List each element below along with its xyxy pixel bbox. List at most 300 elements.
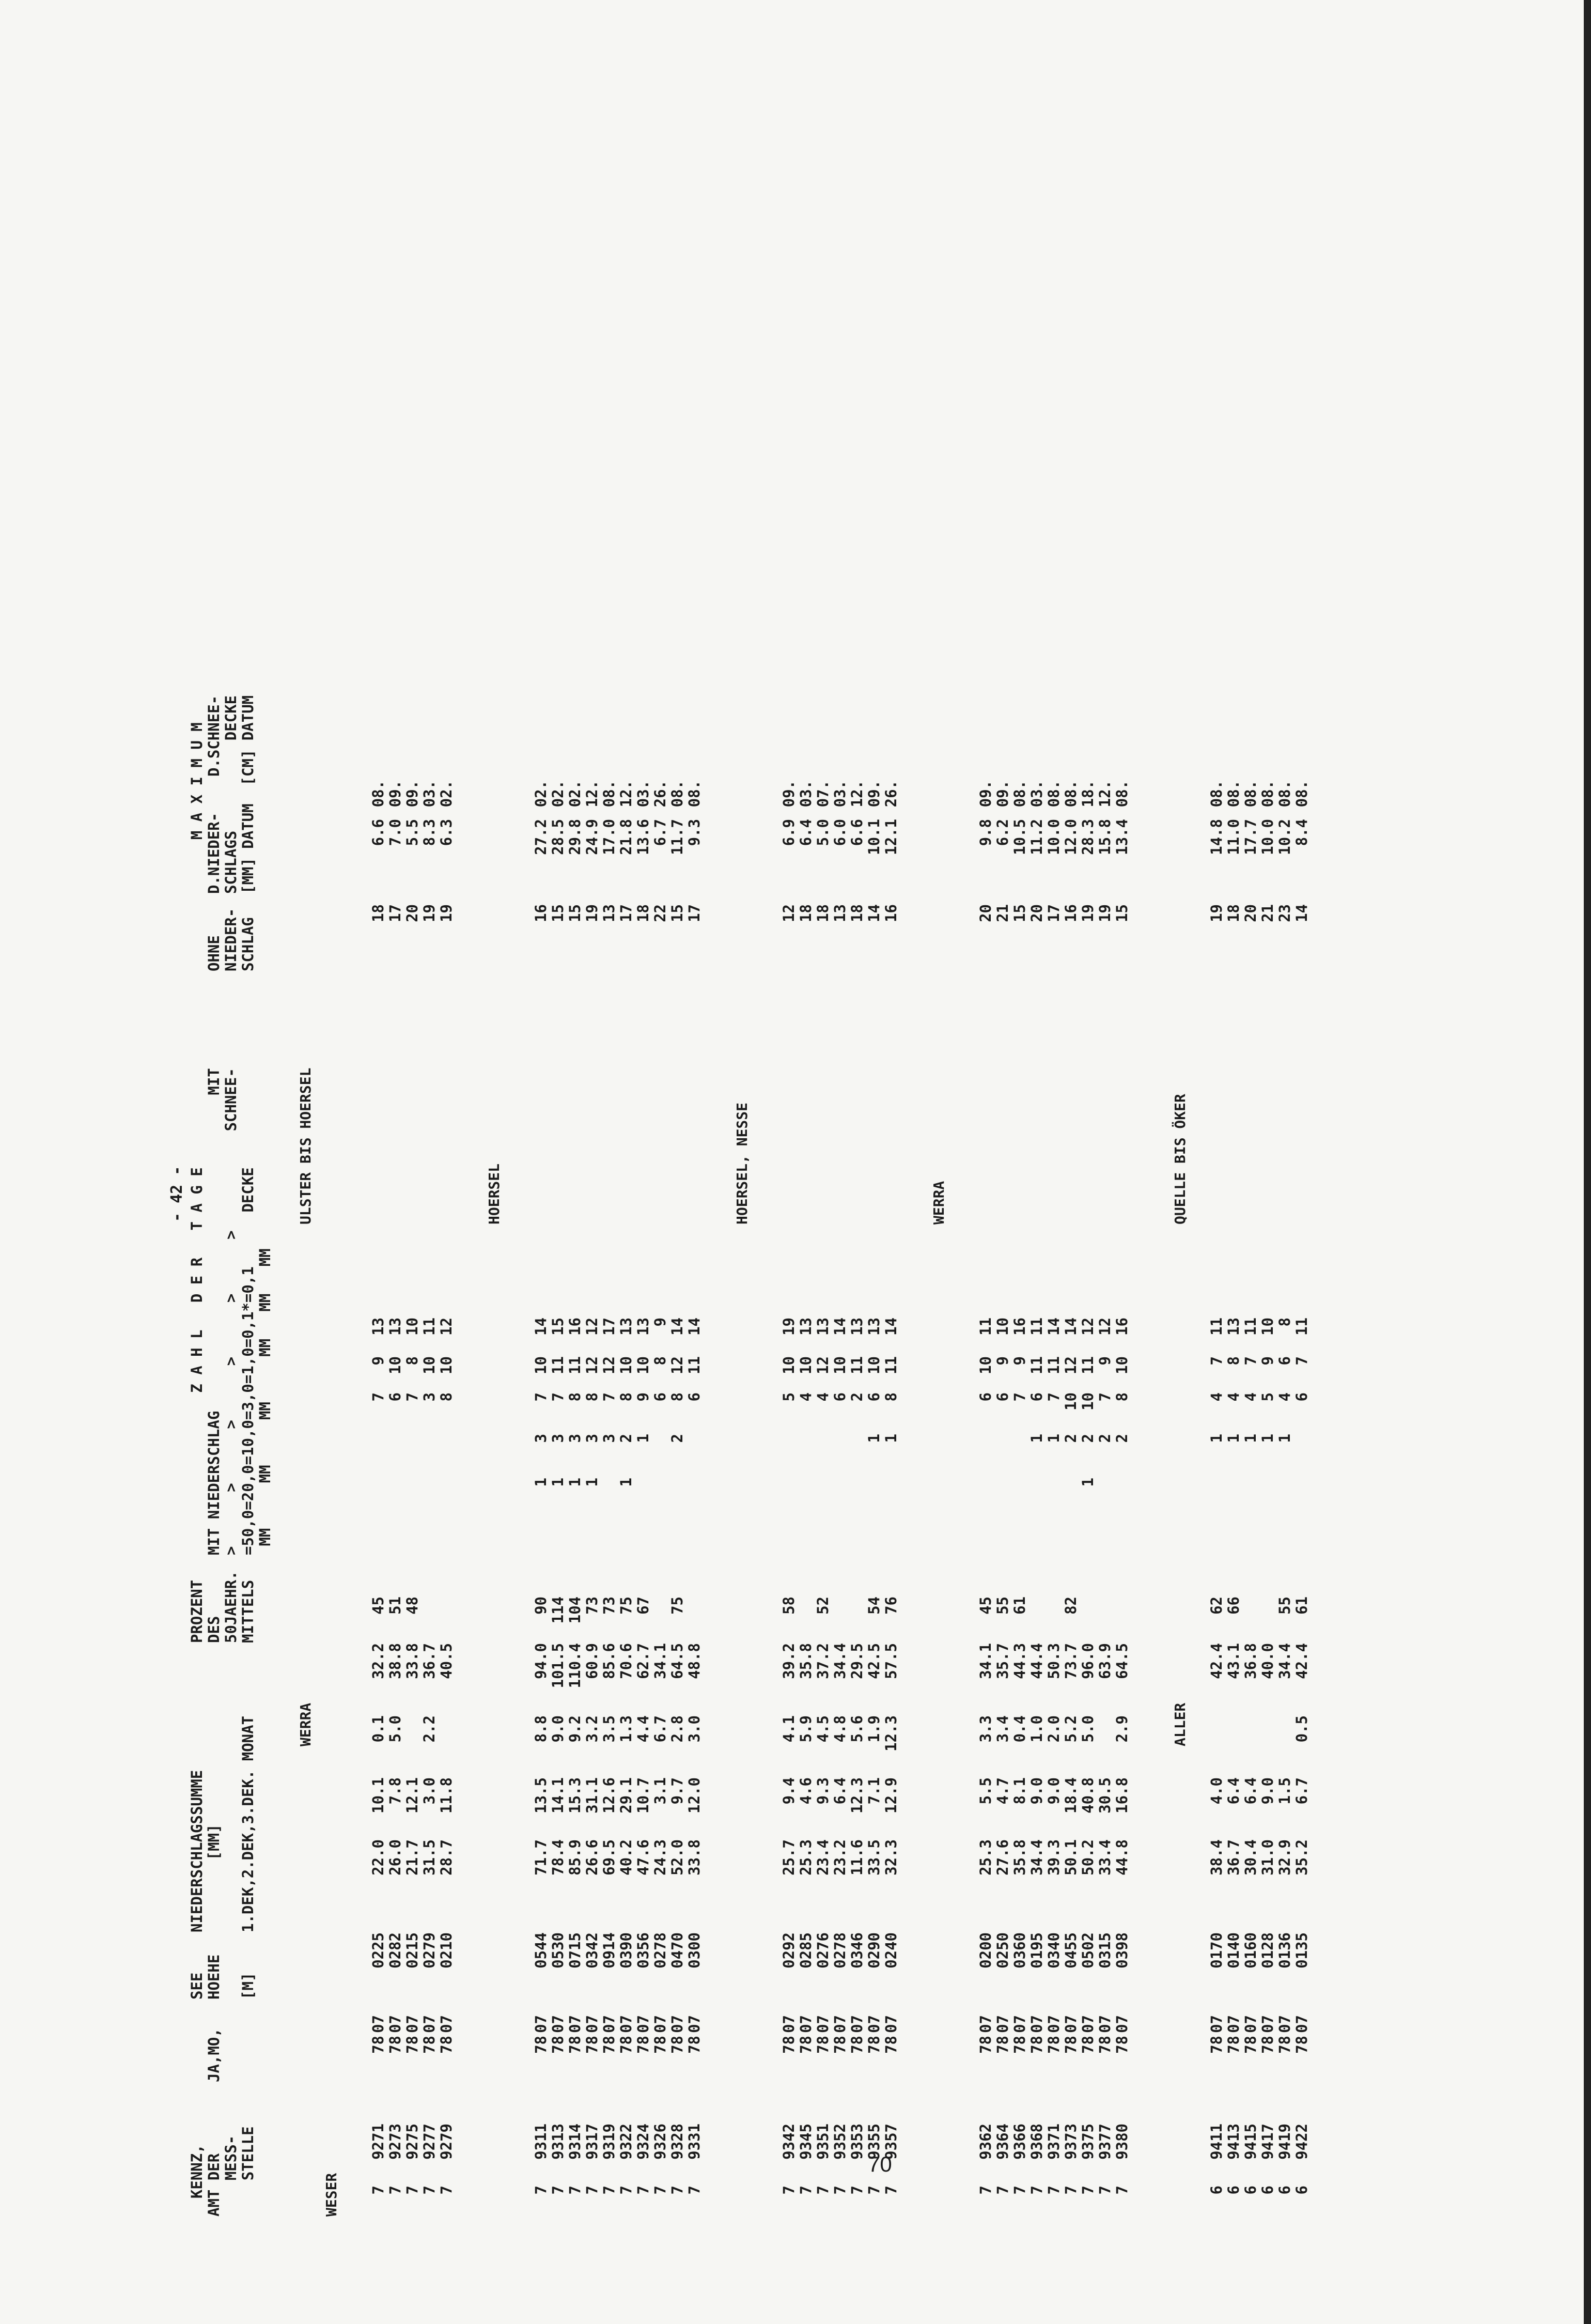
- cell-id: 9355: [865, 2124, 883, 2160]
- cell-mon: 62.7: [634, 1643, 652, 1679]
- cell-d2: 9.3: [814, 1777, 832, 1805]
- cell-mon: 73.7: [1062, 1643, 1080, 1679]
- cell-mo: 07: [566, 2015, 584, 2033]
- section-label: ULSTER BIS HOERSEL: [297, 1067, 314, 1225]
- cell-a: 7: [532, 2186, 550, 2195]
- cell-d3: 9.0: [549, 1715, 567, 1743]
- cell-t3: 7: [403, 1392, 421, 1402]
- cell-d3: 4.4: [634, 1715, 652, 1743]
- cell-t10: 2: [1062, 1434, 1080, 1443]
- cell-d3: 8.8: [532, 1715, 550, 1743]
- cell-d3: 3.5: [600, 1715, 618, 1743]
- cell-id: 9353: [848, 2124, 866, 2160]
- cell-t3: 6: [651, 1392, 669, 1402]
- cell-d2: 11.8: [438, 1777, 455, 1814]
- cell-t20: 1: [583, 1478, 601, 1487]
- cell-ndat: 08.: [1293, 780, 1311, 808]
- cell-d2: 40.8: [1079, 1777, 1097, 1814]
- cell-t3: 7: [1045, 1392, 1063, 1402]
- table-row: [403, 672, 420, 2222]
- cell-t1: 8: [651, 1356, 669, 1366]
- cell-id: 9422: [1293, 2124, 1311, 2160]
- cell-a: 7: [848, 2186, 866, 2195]
- basin-label: ALLER: [1172, 1702, 1189, 1746]
- cell-ohne: 18: [814, 904, 832, 922]
- cell-d3: 2.8: [668, 1715, 686, 1743]
- cell-t01: 17: [600, 1318, 618, 1336]
- cell-id: 9275: [403, 2124, 421, 2160]
- table-row: [977, 672, 993, 2222]
- cell-d1: 27.6: [994, 1839, 1011, 1876]
- section-label: HOERSEL: [486, 1163, 503, 1225]
- cell-ndat: 26.: [882, 780, 900, 808]
- cell-t1: 11: [685, 1356, 703, 1374]
- cell-ndat: 08.: [1225, 780, 1242, 808]
- cell-mo: 07: [780, 2015, 798, 2033]
- cell-mo: 07: [831, 2015, 849, 2033]
- table-row: [532, 672, 549, 2222]
- cell-id: 9368: [1028, 2124, 1046, 2160]
- cell-ohne: 20: [1028, 904, 1046, 922]
- cell-ohne: 18: [797, 904, 815, 922]
- cell-ohne: 17: [1045, 904, 1063, 922]
- cell-t1: 10: [831, 1356, 849, 1374]
- cell-d2: 12.1: [403, 1777, 421, 1814]
- cell-t10: 1: [1225, 1434, 1242, 1443]
- cell-mo: 07: [977, 2015, 994, 2033]
- cell-d3: 4.1: [780, 1715, 798, 1743]
- cell-id: 9326: [651, 2124, 669, 2160]
- cell-t01: 13: [617, 1318, 635, 1336]
- cell-d1: 40.2: [617, 1839, 635, 1876]
- cell-pz: 61: [1011, 1597, 1028, 1615]
- cell-id: 9415: [1242, 2124, 1259, 2160]
- cell-id: 9411: [1208, 2124, 1225, 2160]
- cell-see: 0240: [882, 1932, 900, 1969]
- cell-ja: 78: [532, 2036, 550, 2054]
- cell-mon: 63.9: [1096, 1643, 1114, 1679]
- cell-ohne: 18: [369, 904, 387, 922]
- cell-t10: 1: [1028, 1434, 1046, 1443]
- cell-see: 0340: [1045, 1932, 1063, 1969]
- table-row: [583, 672, 600, 2222]
- cell-mo: 07: [797, 2015, 815, 2033]
- cell-ohne: 15: [566, 904, 584, 922]
- cell-pz: 52: [814, 1597, 832, 1615]
- cell-pz: 66: [1225, 1597, 1242, 1615]
- cell-ohne: 18: [634, 904, 652, 922]
- cell-t3: 7: [1011, 1392, 1028, 1402]
- table-row: [369, 672, 386, 2222]
- cell-ja: 78: [549, 2036, 567, 2054]
- cell-a: 6: [1242, 2186, 1259, 2195]
- cell-id: 9331: [685, 2124, 703, 2160]
- cell-t01: 14: [532, 1318, 550, 1336]
- cell-t3: 4: [1276, 1392, 1293, 1402]
- cell-nmax: 6.9: [780, 819, 798, 846]
- cell-mo: 07: [369, 2015, 387, 2033]
- cell-id: 9324: [634, 2124, 652, 2160]
- cell-d3: 0.5: [1293, 1715, 1311, 1743]
- table-row: [1208, 672, 1224, 2222]
- cell-d3: 2.9: [1113, 1715, 1131, 1743]
- cell-ohne: 15: [549, 904, 567, 922]
- cell-nmax: 10.5: [1011, 819, 1028, 855]
- cell-see: 0250: [994, 1932, 1011, 1969]
- cell-d2: 9.7: [668, 1777, 686, 1805]
- cell-ja: 78: [617, 2036, 635, 2054]
- cell-t3: 7: [600, 1392, 618, 1402]
- cell-see: 0282: [386, 1932, 404, 1969]
- cell-d2: 16.8: [1113, 1777, 1131, 1814]
- cell-ndat: 09.: [994, 780, 1011, 808]
- cell-ndat: 03.: [420, 780, 438, 808]
- cell-d2: 4.0: [1208, 1777, 1225, 1805]
- cell-ohne: 20: [1242, 904, 1259, 922]
- section-label: QUELLE BIS ÖKER: [1172, 1094, 1189, 1225]
- cell-t01: 13: [369, 1318, 387, 1336]
- cell-d3: 2.0: [1045, 1715, 1063, 1743]
- cell-see: 0455: [1062, 1932, 1080, 1969]
- cell-t1: 12: [668, 1356, 686, 1374]
- cell-a: 7: [617, 2186, 635, 2195]
- cell-a: 7: [600, 2186, 618, 2195]
- cell-t1: 8: [403, 1356, 421, 1366]
- cell-d1: 35.8: [1011, 1839, 1028, 1876]
- cell-mo: 07: [420, 2015, 438, 2033]
- cell-id: 9277: [420, 2124, 438, 2160]
- cell-t01: 12: [1096, 1318, 1114, 1336]
- cell-t3: 7: [549, 1392, 567, 1402]
- basin-label: WERRA: [297, 1702, 314, 1746]
- cell-see: 0530: [549, 1932, 567, 1969]
- cell-mo: 07: [532, 2015, 550, 2033]
- cell-mo: 07: [814, 2015, 832, 2033]
- cell-a: 7: [386, 2186, 404, 2195]
- cell-mon: 42.4: [1208, 1643, 1225, 1679]
- cell-ohne: 22: [651, 904, 669, 922]
- cell-t1: 11: [848, 1356, 866, 1374]
- table-row: [651, 672, 668, 2222]
- cell-a: 7: [797, 2186, 815, 2195]
- cell-pz: 90: [532, 1597, 550, 1615]
- cell-d1: 26.6: [583, 1839, 601, 1876]
- cell-pz: 62: [1208, 1597, 1225, 1615]
- cell-a: 7: [583, 2186, 601, 2195]
- cell-d1: 34.4: [1028, 1839, 1046, 1876]
- cell-d2: 10.7: [634, 1777, 652, 1814]
- cell-d2: 9.4: [780, 1777, 798, 1805]
- cell-ndat: 08.: [600, 780, 618, 808]
- cell-a: 7: [634, 2186, 652, 2195]
- cell-t10: 2: [617, 1434, 635, 1443]
- cell-t10: 1: [1045, 1434, 1063, 1443]
- cell-mo: 07: [1011, 2015, 1028, 2033]
- cell-t3: 5: [1259, 1392, 1276, 1402]
- cell-id: 9322: [617, 2124, 635, 2160]
- cell-a: 7: [668, 2186, 686, 2195]
- cell-ndat: 09.: [386, 780, 404, 808]
- cell-nmax: 12.1: [882, 819, 900, 855]
- cell-d2: 12.6: [600, 1777, 618, 1814]
- cell-mon: 85.6: [600, 1643, 618, 1679]
- cell-ja: 78: [651, 2036, 669, 2054]
- cell-mon: 70.6: [617, 1643, 635, 1679]
- cell-t01: 11: [1242, 1318, 1259, 1336]
- cell-d3: 6.7: [651, 1715, 669, 1743]
- cell-d1: 31.5: [420, 1839, 438, 1876]
- cell-d2: 3.1: [651, 1777, 669, 1805]
- cell-ohne: 17: [685, 904, 703, 922]
- cell-ja: 78: [438, 2036, 455, 2054]
- cell-mo: 07: [617, 2015, 635, 2033]
- header-seehoehe: SEE HOEHE [M]: [188, 1954, 257, 2000]
- cell-mo: 07: [583, 2015, 601, 2033]
- cell-t1: 10: [532, 1356, 550, 1374]
- cell-d1: 33.4: [1096, 1839, 1114, 1876]
- cell-ndat: 09.: [865, 780, 883, 808]
- table-row: [1225, 672, 1241, 2222]
- cell-d3: 9.2: [566, 1715, 584, 1743]
- cell-d1: 23.2: [831, 1839, 849, 1876]
- cell-t3: 8: [1113, 1392, 1131, 1402]
- cell-nmax: 6.0: [831, 819, 849, 846]
- cell-d1: 24.3: [651, 1839, 669, 1876]
- cell-t3: 6: [831, 1392, 849, 1402]
- cell-id: 9357: [882, 2124, 900, 2160]
- cell-id: 9375: [1079, 2124, 1097, 2160]
- cell-ohne: 20: [403, 904, 421, 922]
- cell-ohne: 13: [600, 904, 618, 922]
- cell-mo: 07: [1259, 2015, 1276, 2033]
- cell-t3: 7: [532, 1392, 550, 1402]
- cell-see: 0279: [420, 1932, 438, 1969]
- table-row: [848, 672, 865, 2222]
- cell-t1: 7: [1242, 1356, 1259, 1366]
- cell-t1: 9: [1096, 1356, 1114, 1366]
- cell-t20: 1: [532, 1478, 550, 1487]
- cell-id: 9362: [977, 2124, 994, 2160]
- cell-t1: 10: [438, 1356, 455, 1374]
- table-row: [1062, 672, 1079, 2222]
- cell-t3: 6: [1293, 1392, 1311, 1402]
- cell-t1: 7: [1293, 1356, 1311, 1366]
- cell-t1: 11: [882, 1356, 900, 1374]
- cell-d1: 25.7: [780, 1839, 798, 1876]
- cell-t1: 12: [1062, 1356, 1080, 1374]
- cell-t01: 13: [797, 1318, 815, 1336]
- cell-d1: 50.2: [1079, 1839, 1097, 1876]
- cell-pz: 48: [403, 1597, 421, 1615]
- cell-see: 0276: [814, 1932, 832, 1969]
- cell-ohne: 16: [1062, 904, 1080, 922]
- table-row: [1011, 672, 1027, 2222]
- cell-d2: 9.0: [1045, 1777, 1063, 1805]
- cell-t1: 11: [1028, 1356, 1046, 1374]
- cell-d1: 11.6: [848, 1839, 866, 1876]
- cell-see: 0290: [865, 1932, 883, 1969]
- cell-ohne: 15: [1113, 904, 1131, 922]
- cell-ohne: 19: [1079, 904, 1097, 922]
- cell-d3: 5.0: [386, 1715, 404, 1743]
- cell-t3: 6: [386, 1392, 404, 1402]
- cell-ohne: 15: [1011, 904, 1028, 922]
- cell-ohne: 12: [780, 904, 798, 922]
- cell-d1: 25.3: [797, 1839, 815, 1876]
- cell-see: 0128: [1259, 1932, 1276, 1969]
- cell-d1: 25.3: [977, 1839, 994, 1876]
- cell-ja: 78: [403, 2036, 421, 2054]
- cell-d3: 12.3: [882, 1715, 900, 1752]
- cell-ohne: 19: [583, 904, 601, 922]
- cell-d3: 4.5: [814, 1715, 832, 1743]
- cell-t10: 2: [1079, 1434, 1097, 1443]
- cell-ndat: 03.: [831, 780, 849, 808]
- cell-d3: 5.6: [848, 1715, 866, 1743]
- cell-ohne: 19: [438, 904, 455, 922]
- cell-mo: 07: [1276, 2015, 1293, 2033]
- cell-d2: 12.0: [685, 1777, 703, 1814]
- cell-t3: 10: [1062, 1392, 1080, 1411]
- cell-mon: 35.8: [797, 1643, 815, 1679]
- cell-t10: 1: [882, 1434, 900, 1443]
- cell-nmax: 6.3: [438, 819, 455, 846]
- cell-see: 0470: [668, 1932, 686, 1969]
- cell-d2: 6.4: [831, 1777, 849, 1805]
- cell-mon: 60.9: [583, 1643, 601, 1679]
- header-maximum: M A X I M U M D.NIEDER- D.SCHNEE- SCHLAGS DECKE [MM] DATUM [CM] DATUM: [188, 695, 257, 894]
- cell-t01: 11: [1293, 1318, 1311, 1336]
- cell-a: 7: [651, 2186, 669, 2195]
- cell-t1: 10: [634, 1356, 652, 1374]
- cell-ohne: 20: [977, 904, 994, 922]
- cell-mon: 42.4: [1293, 1643, 1311, 1679]
- cell-mo: 07: [549, 2015, 567, 2033]
- cell-mo: 07: [848, 2015, 866, 2033]
- cell-a: 7: [566, 2186, 584, 2195]
- cell-id: 9351: [814, 2124, 832, 2160]
- cell-d2: 7.1: [865, 1777, 883, 1805]
- cell-a: 6: [1225, 2186, 1242, 2195]
- header-ohne-niederschlag: OHNE NIEDER- SCHLAG: [205, 908, 257, 971]
- cell-t01: 13: [848, 1318, 866, 1336]
- cell-ja: 78: [831, 2036, 849, 2054]
- cell-t01: 13: [814, 1318, 832, 1336]
- cell-ja: 78: [1242, 2036, 1259, 2054]
- river-label: WESER: [323, 2173, 340, 2217]
- table-row: [1113, 672, 1130, 2222]
- table-row: [1079, 672, 1096, 2222]
- cell-t1: 12: [583, 1356, 601, 1374]
- cell-d1: 69.5: [600, 1839, 618, 1876]
- cell-mo: 07: [1225, 2015, 1242, 2033]
- cell-ohne: 21: [994, 904, 1011, 922]
- cell-d2: 4.7: [994, 1777, 1011, 1805]
- cell-t10: 3: [532, 1434, 550, 1443]
- cell-ja: 78: [668, 2036, 686, 2054]
- table-row: [1242, 672, 1258, 2222]
- cell-mon: 44.4: [1028, 1643, 1046, 1679]
- cell-mon: 44.3: [1011, 1643, 1028, 1679]
- cell-pz: 55: [994, 1597, 1011, 1615]
- cell-ndat: 09.: [780, 780, 798, 808]
- cell-t1: 10: [977, 1356, 994, 1374]
- cell-ndat: 02.: [438, 780, 455, 808]
- cell-t1: 9: [369, 1356, 387, 1366]
- cell-mon: 34.1: [977, 1643, 994, 1679]
- header-niederschlagssumme: NIEDERSCHLAGSSUMME [MM] 1.DEK,2.DEK,3.DEK. MONAT: [188, 1715, 257, 1932]
- cell-ja: 78: [1208, 2036, 1225, 2054]
- cell-t01: 14: [882, 1318, 900, 1336]
- cell-t3: 6: [685, 1392, 703, 1402]
- cell-a: 7: [882, 2186, 900, 2195]
- cell-t3: 8: [438, 1392, 455, 1402]
- cell-t3: 7: [369, 1392, 387, 1402]
- table-row: [865, 672, 882, 2222]
- table-row: [386, 672, 403, 2222]
- cell-t10: 1: [1208, 1434, 1225, 1443]
- cell-ohne: 19: [1096, 904, 1114, 922]
- cell-mo: 07: [1096, 2015, 1114, 2033]
- cell-ja: 78: [780, 2036, 798, 2054]
- cell-a: 7: [780, 2186, 798, 2195]
- cell-t1: 10: [1113, 1356, 1131, 1374]
- cell-a: 7: [1062, 2186, 1080, 2195]
- cell-ohne: 16: [882, 904, 900, 922]
- cell-ja: 78: [583, 2036, 601, 2054]
- cell-d1: 71.7: [532, 1839, 550, 1876]
- cell-ndat: 09.: [977, 780, 994, 808]
- cell-t10: 1: [1242, 1434, 1259, 1443]
- cell-mon: 40.0: [1259, 1643, 1276, 1679]
- cell-a: 7: [1113, 2186, 1131, 2195]
- table-row: [1096, 672, 1113, 2222]
- cell-mon: 42.5: [865, 1643, 883, 1679]
- cell-d2: 15.3: [566, 1777, 584, 1814]
- cell-t01: 13: [386, 1318, 404, 1336]
- cell-t3: 4: [814, 1392, 832, 1402]
- cell-d1: 22.0: [369, 1839, 387, 1876]
- cell-see: 0315: [1096, 1932, 1114, 1969]
- cell-t3: 10: [1079, 1392, 1097, 1411]
- cell-pz: 75: [617, 1597, 635, 1615]
- cell-mon: 101.5: [549, 1643, 567, 1688]
- cell-pz: 73: [583, 1597, 601, 1615]
- cell-ohne: 13: [831, 904, 849, 922]
- cell-nmax: 13.4: [1113, 819, 1131, 855]
- cell-a: 7: [977, 2186, 994, 2195]
- header-jamo: JA,MO,: [205, 2028, 223, 2082]
- cell-d2: 31.1: [583, 1777, 601, 1814]
- cell-see: 0215: [403, 1932, 421, 1969]
- cell-d2: 8.1: [1011, 1777, 1028, 1805]
- cell-mon: 39.2: [780, 1643, 798, 1679]
- table-row: [685, 672, 702, 2222]
- cell-mon: 43.1: [1225, 1643, 1242, 1679]
- cell-see: 0398: [1113, 1932, 1131, 1969]
- cell-id: 9311: [532, 2124, 550, 2160]
- cell-d3: 0.4: [1011, 1715, 1028, 1743]
- cell-d2: 4.6: [797, 1777, 815, 1805]
- cell-t1: 7: [1208, 1356, 1225, 1366]
- table-row: [617, 672, 634, 2222]
- cell-t01: 14: [685, 1318, 703, 1336]
- cell-ohne: 21: [1259, 904, 1276, 922]
- cell-mo: 07: [1113, 2015, 1131, 2033]
- cell-pz: 51: [386, 1597, 404, 1615]
- cell-d3: 5.2: [1062, 1715, 1080, 1743]
- cell-t01: 16: [566, 1318, 584, 1336]
